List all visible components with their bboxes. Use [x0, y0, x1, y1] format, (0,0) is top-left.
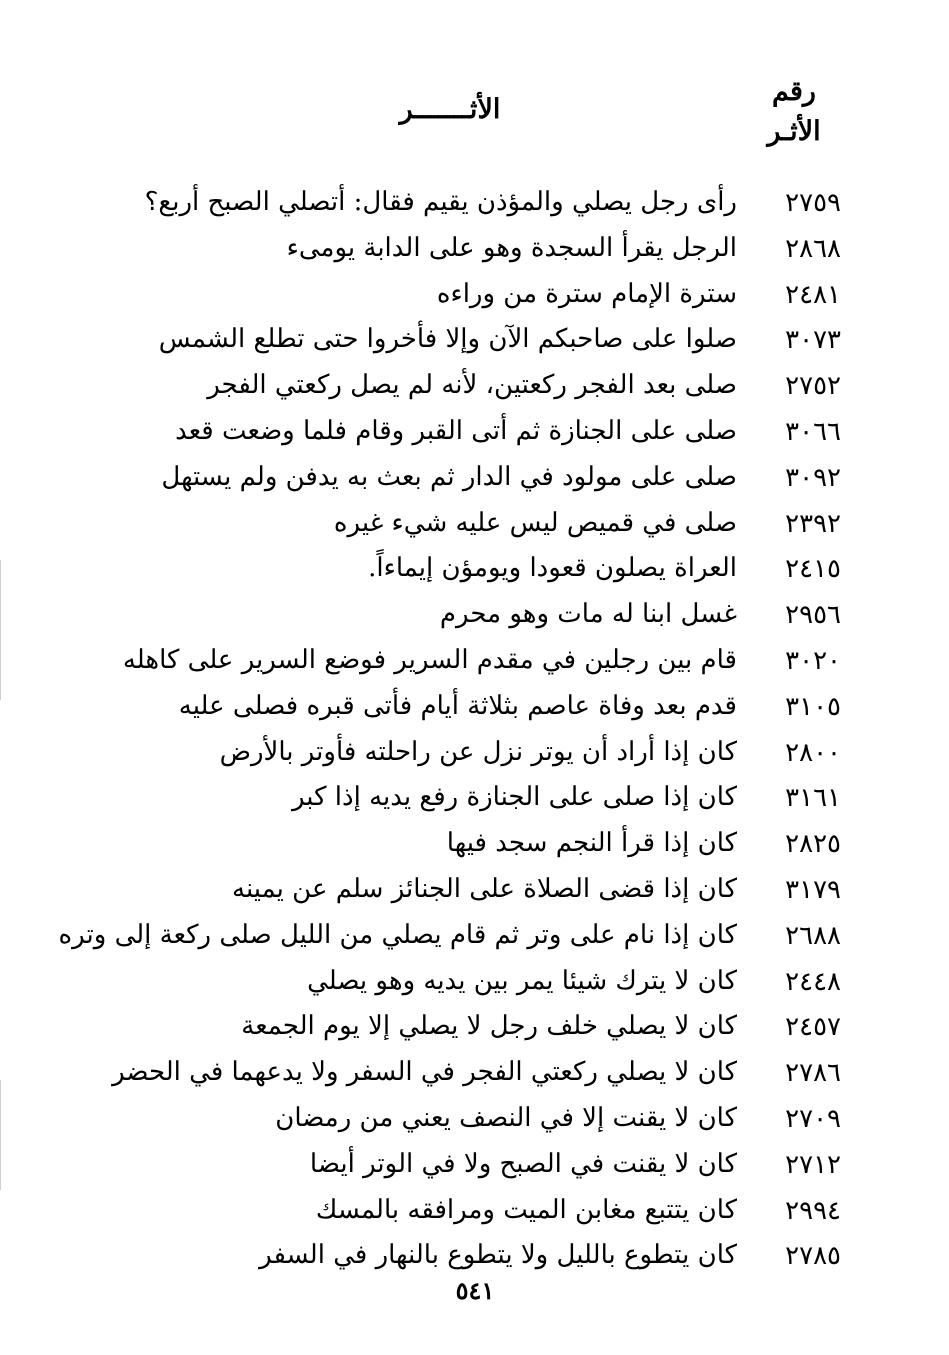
entry-row — [0, 455, 949, 501]
entry-row — [0, 409, 949, 455]
entry-number: ٢٣٩٢ — [785, 508, 841, 539]
column-header-number — [749, 72, 839, 152]
entry-number: ٢٧٠٩ — [785, 1103, 841, 1134]
entry-row — [0, 317, 949, 363]
entry-text: كان لا يصلي خلف رجل لا يصلي إلا يوم الجمعة — [241, 1011, 737, 1042]
column-header-number-line1: رقم — [772, 76, 816, 107]
entry-text: كان إذا نام على وتر ثم قام يصلي من الليل صلى ركعة إلى وتره — [58, 919, 737, 950]
entry-text: صلى على الجنازة ثم أتى القبر وقام فلما وضعت قعد — [175, 415, 737, 446]
entry-row — [0, 501, 949, 547]
entry-row — [0, 226, 949, 272]
entry-number: ٢٤٤٨ — [785, 966, 841, 997]
entry-text: صلى بعد الفجر ركعتين، لأنه لم يصل ركعتي الفجر — [207, 370, 737, 401]
entry-text: كان لا يقنت إلا في النصف يعني من رمضان — [275, 1102, 737, 1133]
entry-number: ٣٠٩٢ — [785, 462, 841, 493]
entry-row — [0, 592, 949, 638]
entry-text: صلى في قميص ليس عليه شيء غيره — [333, 507, 737, 538]
entry-row — [0, 638, 949, 684]
entry-number: ٢٨٦٨ — [785, 233, 841, 264]
entry-number: ٣٠٢٠ — [785, 645, 841, 676]
entry-row — [0, 1050, 949, 1096]
entry-number: ٢٧٥٢ — [785, 371, 841, 402]
entry-number: ٢٤٨١ — [785, 279, 841, 310]
entry-number: ٢٧٨٥ — [785, 1241, 841, 1272]
entry-row — [0, 684, 949, 730]
entry-row — [0, 1004, 949, 1050]
entry-text: صلوا على صاحبكم الآن وإلا فأخروا حتى تطلع الشمس — [158, 324, 737, 355]
entry-text: غسل ابنا له مات وهو محرم — [439, 599, 737, 630]
entry-number: ٢٨٢٥ — [785, 829, 841, 860]
entry-text: كان إذا قرأ النجم سجد فيها — [446, 828, 737, 859]
page-number: ٥٤١ — [455, 1276, 495, 1305]
entry-text: الرجل يقرأ السجدة وهو على الدابة يومىء — [286, 232, 737, 263]
entry-text: سترة الإمام سترة من وراءه — [436, 278, 737, 309]
entry-number: ٢٩٥٦ — [785, 600, 841, 631]
entry-number: ٢٨٠٠ — [785, 737, 841, 768]
entry-text: صلى على مولود في الدار ثم بعث به يدفن ولم يستهل — [161, 461, 737, 492]
entry-row — [0, 730, 949, 776]
entry-number: ٣١٦١ — [785, 783, 841, 814]
entry-number: ٢٧٨٦ — [785, 1058, 841, 1089]
column-header-number-line2: الأثـر — [767, 116, 821, 147]
entry-number: ٢٧١٢ — [785, 1149, 841, 1180]
entry-row — [0, 546, 949, 592]
entry-row — [0, 913, 949, 959]
entry-text: كان يتتبع مغابن الميت ومرافقه بالمسك — [315, 1194, 737, 1225]
entry-text: كان لا يصلي ركعتي الفجر في السفر ولا يدعهما في الحضر — [112, 1057, 737, 1088]
entry-number: ٢٤٥٧ — [785, 1012, 841, 1043]
entry-text: كان إذا صلى على الجنازة رفع يديه إذا كبر — [291, 782, 737, 813]
entry-row — [0, 959, 949, 1005]
entries-list — [0, 180, 949, 1279]
entry-row — [0, 180, 949, 226]
entry-number: ٢٧٥٩ — [785, 188, 841, 218]
entry-row — [0, 867, 949, 913]
entry-text: رأى رجل يصلي والمؤذن يقيم فقال: أتصلي الصبح أربع؟ — [144, 187, 737, 217]
entry-number: ٢٦٨٨ — [785, 920, 841, 951]
entry-row — [0, 1188, 949, 1234]
entry-row — [0, 1142, 949, 1188]
entry-text: العراة يصلون قعودا ويومؤن إيماءاً. — [368, 553, 737, 584]
entry-number: ٢٩٩٤ — [785, 1195, 841, 1226]
entry-row — [0, 775, 949, 821]
column-header-title: الأثـــــــر — [399, 94, 501, 125]
entry-text: كان يتطوع بالليل ولا يتطوع بالنهار في السفر — [259, 1240, 737, 1271]
entry-text: قام بين رجلين في مقدم السرير فوضع السرير على كاهله — [122, 644, 737, 675]
entry-text: كان لا يقنت في الصبح ولا في الوتر أيضا — [309, 1148, 737, 1179]
entry-text: كان إذا أراد أن يوتر نزل عن راحلته فأوتر بالأرض — [219, 736, 737, 767]
entry-number: ٣١٠٥ — [785, 691, 841, 722]
entry-row — [0, 1233, 949, 1279]
entry-row — [0, 1096, 949, 1142]
entry-text: كان إذا قضى الصلاة على الجنائز سلم عن يمينه — [232, 873, 737, 904]
entry-text: كان لا يترك شيئا يمر بين يديه وهو يصلي — [307, 965, 737, 996]
entry-row — [0, 272, 949, 318]
entry-number: ٣٠٧٣ — [785, 325, 841, 356]
entry-row — [0, 363, 949, 409]
entry-text: قدم بعد وفاة عاصم بثلاثة أيام فأتى قبره فصلى عليه — [178, 690, 737, 721]
entry-number: ٣١٧٩ — [785, 874, 841, 905]
entry-number: ٣٠٦٦ — [785, 416, 841, 447]
entry-row — [0, 821, 949, 867]
entry-number: ٢٤١٥ — [785, 554, 841, 585]
